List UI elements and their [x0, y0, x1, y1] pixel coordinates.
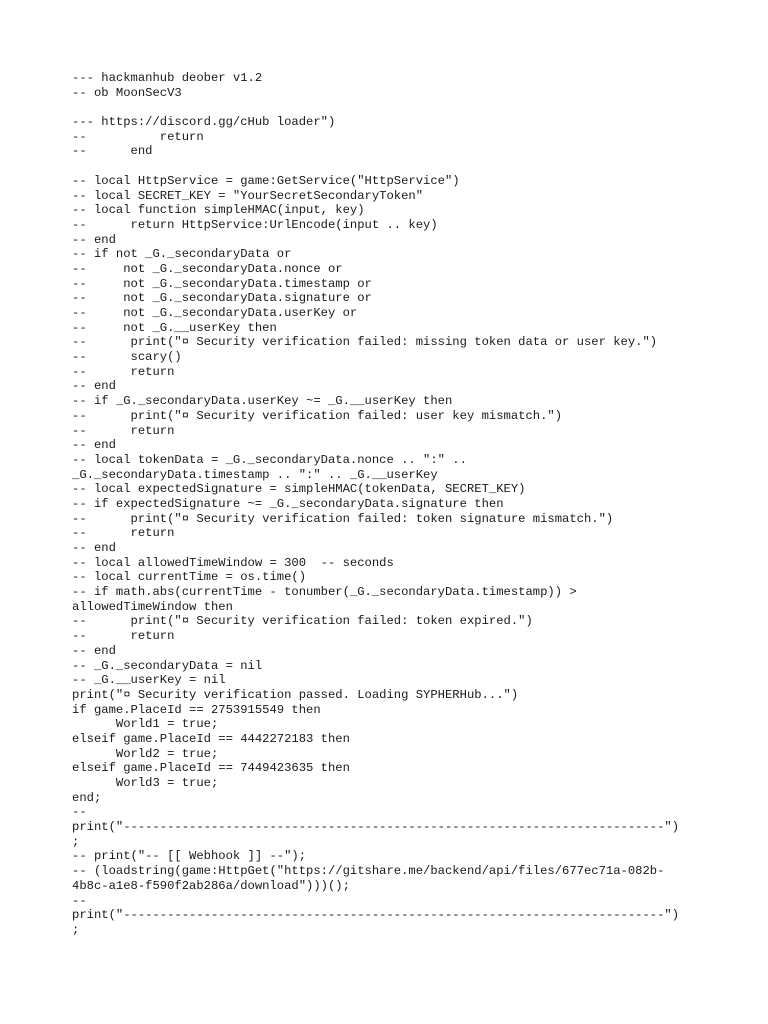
code-line: elseif game.PlaceId == 7449423635 then	[72, 761, 350, 776]
code-line: -- local function simpleHMAC(input, key)	[72, 203, 365, 218]
code-line: -- not _G._secondaryData.timestamp or	[72, 276, 372, 291]
code-line: -- _G.__userKey = nil	[72, 673, 226, 688]
code-line	[72, 159, 722, 174]
code-line: -- local expectedSignature = simpleHMAC(tokenData, SECRET_KEY)	[72, 482, 526, 497]
code-line: --	[72, 805, 87, 820]
code-line: -- print("¤ Security verification failed: token expired.")	[72, 614, 533, 629]
code-line: --- hackmanhub deober v1.2	[72, 71, 263, 85]
code-line: end;	[72, 790, 102, 805]
code-line: -- not _G._secondaryData.signature or	[72, 291, 372, 306]
code-line: -- print("¤ Security verification failed: user key mismatch.")	[72, 408, 563, 423]
code-line: -- end	[72, 144, 153, 159]
code-line: -- if not _G._secondaryData or	[72, 247, 292, 262]
code-line: -- local SECRET_KEY = "YourSecretSecondaryToken"	[72, 188, 424, 203]
code-line: -- print("-- [[ Webhook ]] --");	[72, 849, 307, 864]
code-line: -- if math.abs(currentTime - tonumber(_G._secondaryData.timestamp)) >	[72, 585, 577, 600]
code-line: -- local tokenData = _G._secondaryData.nonce .. ":" ..	[72, 452, 467, 467]
code-line: -- not _G.__userKey then	[72, 320, 277, 335]
code-line: -- ob MoonSecV3	[72, 85, 182, 100]
code-line: -- local allowedTimeWindow = 300 -- seconds	[72, 555, 394, 570]
code-line: -- end	[72, 541, 116, 555]
code-line: -- end	[72, 643, 116, 658]
code-line: --	[72, 893, 87, 908]
code-line: -- return	[72, 526, 175, 541]
code-line: --- https://discord.gg/cHub loader")	[72, 115, 336, 130]
code-line: -- print("¤ Security verification failed: token signature mismatch.")	[72, 511, 614, 526]
code-line: World3 = true;	[72, 776, 219, 790]
code-line: -- local HttpService = game:GetService("HttpService")	[72, 173, 460, 188]
code-line: -- local currentTime = os.time()	[72, 570, 307, 585]
code-line: -- if expectedSignature ~= _G._secondaryData.signature then	[72, 496, 504, 511]
code-line: -- print("¤ Security verification failed: missing token data or user key.")	[72, 335, 658, 350]
code-line: -- scary()	[72, 350, 182, 365]
code-document	[72, 71, 722, 938]
code-line: -- not _G._secondaryData.userKey or	[72, 306, 358, 320]
code-line: -- return	[72, 423, 175, 438]
code-line: ;	[72, 834, 80, 849]
code-line: -- not _G._secondaryData.nonce or	[72, 261, 343, 276]
code-line: print("--------------------------------------------------------------------------")	[72, 820, 680, 835]
code-line: -- return	[72, 129, 204, 144]
code-line: -- (loadstring(game:HttpGet("https://gitshare.me/backend/api/files/677ec71a-082b-	[72, 864, 665, 879]
code-line: ;	[72, 922, 80, 937]
code-line: -- if _G._secondaryData.userKey ~= _G.__userKey then	[72, 394, 453, 409]
code-line: -- return HttpService:UrlEncode(input .. key)	[72, 217, 438, 232]
code-line: -- end	[72, 438, 116, 453]
code-line: elseif game.PlaceId == 4442272183 then	[72, 731, 350, 746]
code-line: allowedTimeWindow then	[72, 599, 233, 614]
code-line: -- end	[72, 232, 116, 247]
code-line: print("--------------------------------------------------------------------------")	[72, 908, 680, 923]
code-line: -- end	[72, 379, 116, 394]
code-line	[72, 100, 722, 115]
code-line: World1 = true;	[72, 717, 219, 732]
code-line: World2 = true;	[72, 746, 219, 761]
code-line: -- return	[72, 364, 175, 379]
code-line: 4b8c-a1e8-f590f2ab286a/download")))();	[72, 878, 350, 893]
code-line: _G._secondaryData.timestamp .. ":" .. _G.__userKey	[72, 467, 438, 482]
code-line: -- return	[72, 629, 175, 644]
code-line: if game.PlaceId == 2753915549 then	[72, 702, 321, 717]
code-line: -- _G._secondaryData = nil	[72, 658, 263, 673]
code-line: print("¤ Security verification passed. Loading SYPHERHub...")	[72, 687, 519, 702]
